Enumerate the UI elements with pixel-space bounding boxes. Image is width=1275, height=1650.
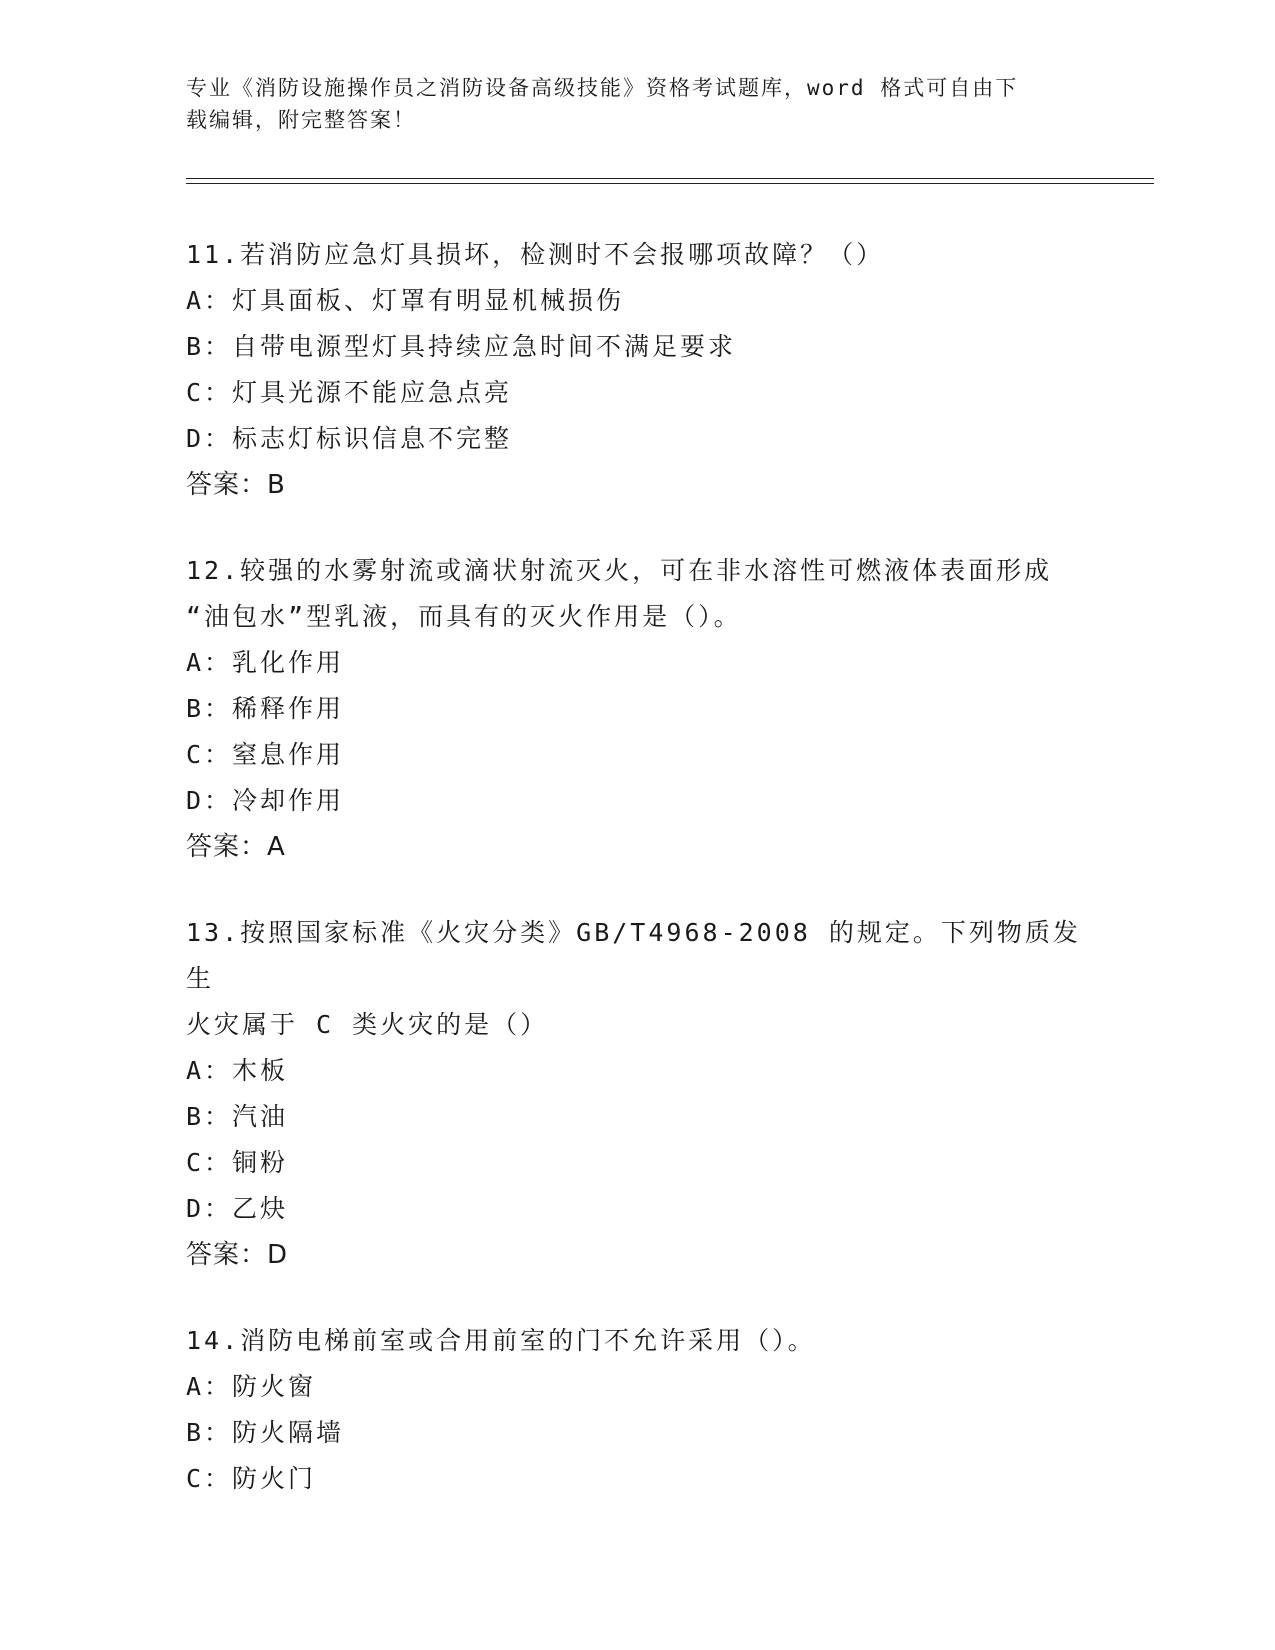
- option-a: A：乳化作用: [186, 648, 345, 677]
- header-divider-top: [186, 178, 1154, 179]
- question-text: 14.消防电梯前室或合用前室的门不允许采用（）。: [186, 1326, 816, 1355]
- question-11: [186, 232, 1086, 508]
- question-text: 13.按照国家标准《火灾分类》GB/T4968-2008 的规定。下列物质发生: [186, 918, 1081, 993]
- option-d: D：标志灯标识信息不完整: [186, 424, 513, 453]
- answer: 答案：B: [186, 470, 286, 500]
- question-12: [186, 548, 1086, 870]
- option-b: B：稀释作用: [186, 694, 345, 723]
- question-text-continued: 火灾属于 C 类火灾的是（）: [186, 1010, 549, 1039]
- option-c: C：窒息作用: [186, 740, 345, 769]
- header-line-1: 专业《消防设施操作员之消防设备高级技能》资格考试题库，word 格式可自由下: [186, 76, 1019, 100]
- option-b: B：自带电源型灯具持续应急时间不满足要求: [186, 332, 737, 361]
- header-line-2: 载编辑，附完整答案！: [186, 108, 416, 132]
- option-b: B：汽油: [186, 1102, 289, 1131]
- question-list: [186, 232, 1086, 1542]
- option-d: D：乙炔: [186, 1194, 289, 1223]
- option-c: C：灯具光源不能应急点亮: [186, 378, 513, 407]
- header-divider-bottom: [186, 183, 1154, 184]
- question-13: [186, 910, 1086, 1278]
- answer: 答案：A: [186, 832, 286, 862]
- option-c: C：铜粉: [186, 1148, 289, 1177]
- question-14: [186, 1318, 1086, 1502]
- question-text-continued: “油包水”型乳液，而具有的灭火作用是（）。: [186, 602, 742, 631]
- option-a: A：木板: [186, 1056, 289, 1085]
- answer: 答案：D: [186, 1240, 289, 1270]
- option-d: D：冷却作用: [186, 786, 345, 815]
- question-text: 12.较强的水雾射流或滴状射流灭火，可在非水溶性可燃液体表面形成: [186, 556, 1053, 585]
- option-c: C：防火门: [186, 1464, 317, 1493]
- option-a: A：防火窗: [186, 1372, 317, 1401]
- question-text: 11.若消防应急灯具损坏，检测时不会报哪项故障？（）: [186, 240, 885, 269]
- option-a: A：灯具面板、灯罩有明显机械损伤: [186, 286, 625, 315]
- document-header: [186, 72, 1066, 136]
- option-b: B：防火隔墙: [186, 1418, 345, 1447]
